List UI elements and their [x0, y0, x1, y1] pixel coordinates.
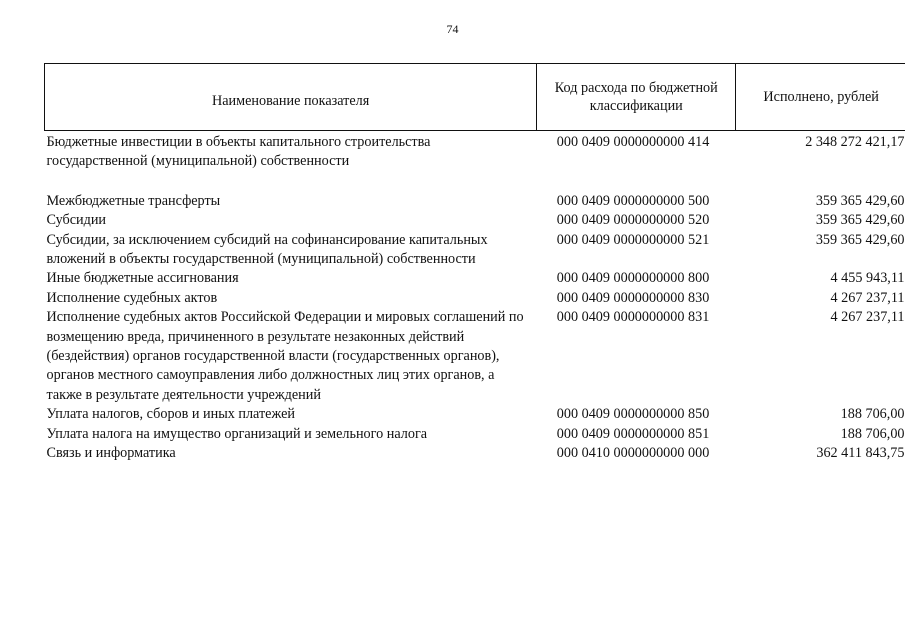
row-indicator-name: Исполнение судебных актов Российской Федерации и мировых соглашений по возмещению вреда, причиненного в результате незаконных действий (бездействия) органов государственной власти (государственных органов), органов местного самоуправления либо должностных лиц этих органов, а также в результате деятельности учреждений	[46, 309, 524, 403]
row-indicator-name: Бюджетные инвестиции в объекты капитального строительства государственной (муниципальной) собственности	[46, 134, 431, 170]
header-indicator-name: Наименование показателя	[45, 64, 537, 131]
row-indicator-name: Уплата налогов, сборов и иных платежей	[46, 406, 295, 423]
row-executed-amount: 4 267 237,11	[830, 289, 905, 306]
row-executed-amount: 359 365 429,60	[815, 192, 905, 209]
table-body	[45, 131, 905, 464]
row-indicator-name: Межбюджетные трансферты	[46, 192, 221, 209]
row-expense-code: 000 0409 0000000000 831	[556, 309, 710, 326]
table-row	[45, 444, 905, 463]
row-expense-code: 000 0409 0000000000 414	[556, 134, 710, 150]
table-row	[45, 308, 905, 405]
row-indicator-name: Связь и информатика	[46, 445, 176, 462]
table-row	[45, 231, 905, 270]
row-indicator-name: Иные бюджетные ассигнования	[46, 270, 239, 287]
row-expense-code: 000 0410 0000000000 000	[556, 445, 710, 462]
table-row	[45, 405, 905, 424]
row-expense-code: 000 0409 0000000000 521	[556, 231, 710, 248]
row-executed-amount: 359 365 429,60	[815, 231, 905, 248]
row-expense-code: 000 0409 0000000000 500	[556, 192, 710, 209]
row-executed-amount: 362 411 843,75	[816, 445, 905, 462]
row-expense-code: 000 0409 0000000000 800	[556, 270, 710, 287]
table-row	[45, 131, 905, 172]
row-expense-code: 000 0409 0000000000 520	[556, 212, 710, 229]
table-row	[45, 289, 905, 308]
header-expense-code: Код расхода по бюджетной классификации	[537, 64, 736, 131]
row-executed-amount: 359 365 429,60	[815, 212, 905, 229]
header-row	[45, 64, 905, 131]
row-executed-amount: 188 706,00	[840, 425, 905, 442]
row-executed-amount: 4 455 943,11	[830, 270, 905, 287]
table-row	[45, 425, 905, 444]
row-executed-amount: 188 706,00	[840, 406, 905, 423]
table-header	[45, 64, 905, 131]
row-indicator-name: Уплата налога на имущество организаций и земельного налога	[46, 425, 428, 442]
row-executed-amount: 4 267 237,11	[830, 309, 905, 326]
table-row	[45, 211, 905, 230]
row-indicator-name: Субсидии, за исключением субсидий на софинансирование капитальных вложений в объекты государственной (муниципальной) собственности	[46, 231, 488, 268]
row-indicator-name: Исполнение судебных актов	[46, 289, 218, 306]
row-indicator-name: Субсидии	[46, 212, 107, 229]
row-expense-code: 000 0409 0000000000 830	[556, 289, 710, 306]
row-expense-code: 000 0409 0000000000 850	[556, 406, 710, 423]
row-executed-amount: 2 348 272 421,17	[805, 134, 905, 150]
budget-execution-table	[44, 63, 905, 464]
row-spacer	[45, 172, 905, 192]
page-number: 74	[446, 22, 459, 36]
table-row	[45, 269, 905, 288]
table-row	[45, 192, 905, 211]
row-expense-code: 000 0409 0000000000 851	[556, 425, 710, 442]
header-executed-amount: Исполнено, рублей	[736, 64, 905, 131]
